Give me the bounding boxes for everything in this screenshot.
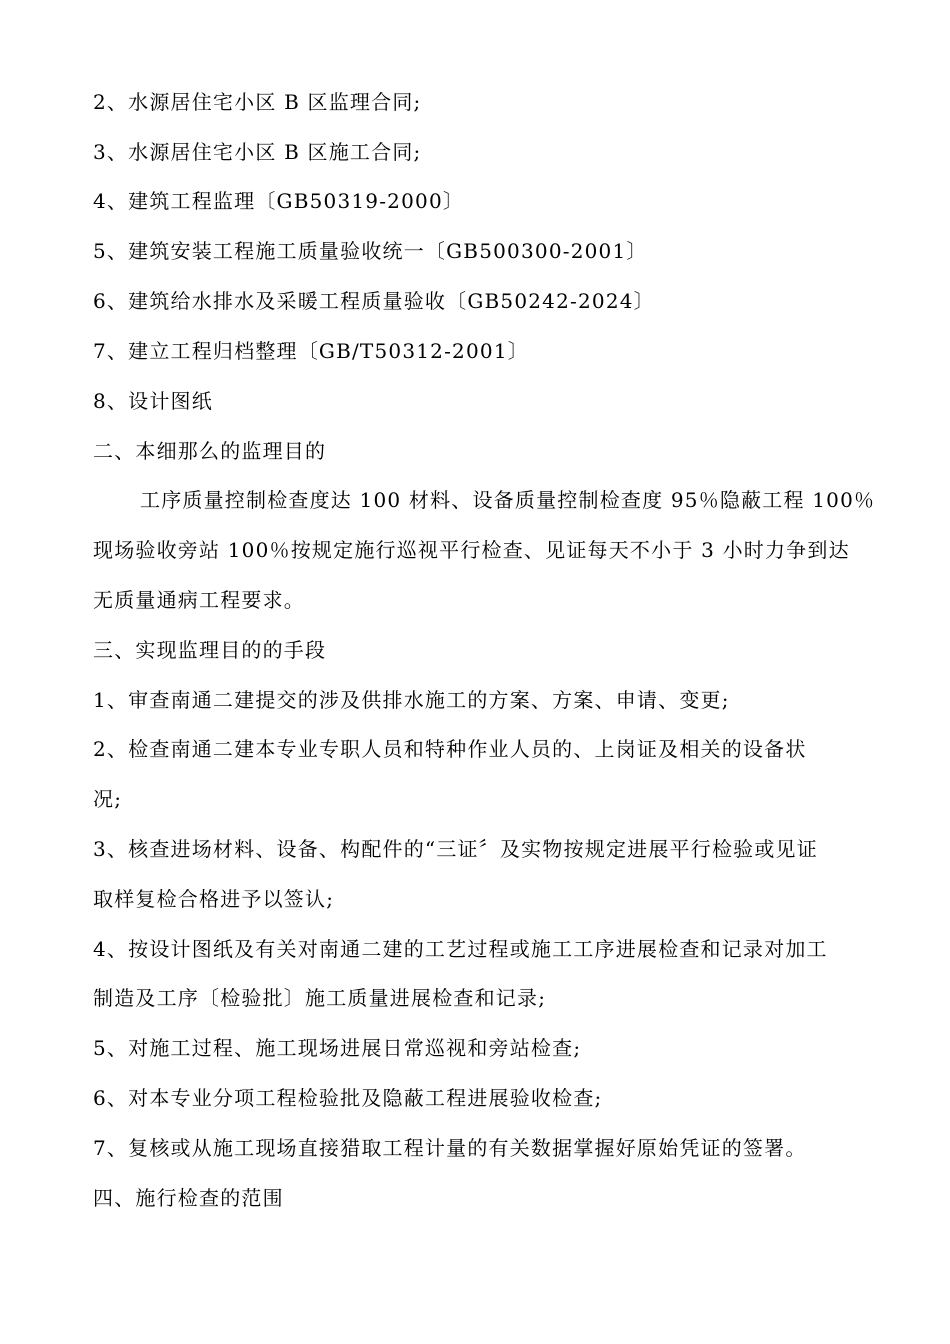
text-line: 2、水源居住宅小区 B 区监理合同; xyxy=(93,90,422,114)
text-line: 1、审查南通二建提交的涉及供排水施工的方案、方案、申请、变更; xyxy=(93,688,730,712)
text-line: 8、设计图纸 xyxy=(93,389,213,413)
text-line: 4、按设计图纸及有关对南通二建的工艺过程或施工工序进展检查和记录对加工 xyxy=(93,937,828,961)
text-line: 取样复检合格进予以签认; xyxy=(93,887,335,911)
text-line: 3、水源居住宅小区 B 区施工合同; xyxy=(93,140,422,164)
section-heading: 三、实现监理目的的手段 xyxy=(93,638,327,662)
paragraph-line: 无质量通病工程要求。 xyxy=(93,588,305,612)
text-line: 2、检查南通二建本专业专职人员和特种作业人员的、上岗证及相关的设备状 xyxy=(93,737,807,761)
text-line: 制造及工序〔检验批〕施工质量进展检查和记录; xyxy=(93,986,547,1010)
text-line: 6、对本专业分项工程检验批及隐蔽工程进展验收检查; xyxy=(93,1086,603,1110)
text-line: 4、建筑工程监理〔GB50319-2000〕 xyxy=(93,189,465,213)
text-line: 7、复核或从施工现场直接猎取工程计量的有关数据掌握好原始凭证的签署。 xyxy=(93,1136,807,1160)
paragraph-line: 现场验收旁站 100％按规定施行巡视平行检查、见证每天不小于 3 小时力争到达 xyxy=(93,538,850,562)
text-line: 6、建筑给水排水及采暖工程质量验收〔GB50242-2024〕 xyxy=(93,289,655,313)
section-heading: 二、本细那么的监理目的 xyxy=(93,439,327,463)
text-line: 7、建立工程归档整理〔GB/T50312-2001〕 xyxy=(93,339,529,363)
text-line: 3、核查进场材料、设备、构配件的“三证〞及实物按规定进展平行检验或见证 xyxy=(93,837,818,861)
section-heading: 四、施行检查的范围 xyxy=(93,1186,284,1210)
paragraph-line: 工序质量控制检查度达 100 材料、设备质量控制检查度 95％隐蔽工程 100％ xyxy=(140,488,876,512)
text-line: 5、建筑安装工程施工质量验收统一〔GB500300-2001〕 xyxy=(93,239,648,263)
text-line: 5、对施工过程、施工现场进展日常巡视和旁站检查; xyxy=(93,1036,582,1060)
text-line: 况; xyxy=(93,787,123,811)
